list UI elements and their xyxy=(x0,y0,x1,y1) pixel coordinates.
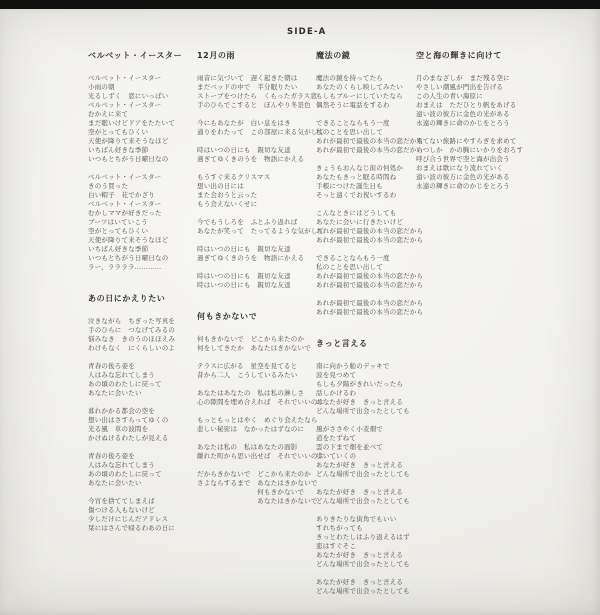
lyric-line: 心の隙間を埋め合えれば それでいいのよ xyxy=(197,398,325,406)
lyric-line: 呼び合う世界で空と海が出会う xyxy=(416,155,510,163)
lyric-line: ありきたりな街角でもいい xyxy=(316,515,397,523)
lyric-line: あれが最初で最後の本当の恋だから xyxy=(316,272,424,280)
lyric-line: 何もきかないで どこから来たのか xyxy=(197,335,305,343)
lyric-line: おまえは ただひとり帆をあげる xyxy=(416,101,517,109)
song-title: 魔法の鏡 xyxy=(316,51,351,60)
lyric-line: すれちがっても xyxy=(316,524,363,532)
lyric-line: 白い帽子 花でかざり xyxy=(88,191,155,199)
lyric-line: 私のことを思い出して xyxy=(316,263,383,271)
stanza xyxy=(316,209,423,245)
lyric-line: この人生の青い海原に xyxy=(416,92,483,100)
stanza xyxy=(88,74,182,164)
lyric-line: 永遠の輝きに命のかじをとろう xyxy=(416,182,510,190)
lyric-line: 天使が降りて来そうなほど xyxy=(88,137,169,145)
stanza xyxy=(88,452,182,488)
lyric-line: どんな場所で出会ったとしても xyxy=(316,497,410,505)
lyric-line: いつしか かの胸にいかりをおろす xyxy=(416,146,524,154)
lyric-line: 空がとってもひくい xyxy=(88,227,149,235)
stanza xyxy=(197,362,324,380)
lyric-line: もっともっとはやく めぐり会えたなら xyxy=(197,416,318,424)
lyric-line: ベルベット・イースター xyxy=(88,200,162,208)
stanza xyxy=(88,362,182,398)
lyric-line: あなたもきっと眠る時間ね xyxy=(316,173,397,181)
lyric-sheet xyxy=(0,9,600,615)
lyric-line: もしも夕陽がきれいだったら xyxy=(316,380,404,388)
lyric-line: 風がささやく小麦畑で xyxy=(316,425,383,433)
lyric-line: あなたはきかないで xyxy=(197,497,318,505)
lyric-line: あなたのくらし映してみたい xyxy=(316,83,404,91)
lyric-line: おまえは歌になり流れていく xyxy=(416,164,504,172)
stanza xyxy=(197,74,324,110)
stanza xyxy=(197,443,324,461)
lyric-line: あれが最初で最後の本当の恋だから xyxy=(316,137,424,145)
lyric-line: 光る風 草の波間を xyxy=(88,425,149,433)
stanza xyxy=(197,416,324,434)
lyric-line: 想い出はさすらってゆくの xyxy=(88,416,169,424)
stanza xyxy=(88,497,182,533)
song xyxy=(88,50,182,272)
lyric-line: 時はいつの日にも 親切な友達 xyxy=(197,272,291,280)
lyric-line: 私のことを思い出して xyxy=(316,128,383,136)
lyric-line: 何もきかないで xyxy=(197,488,305,496)
lyric-line: あなたはあなたの 私は私の淋しさ xyxy=(197,389,305,397)
lyric-line: もしもブルーにしていたなら xyxy=(316,92,403,100)
lyric-line: 波を見つめて xyxy=(316,371,357,379)
lyric-line: あなたが好き きっと言える xyxy=(316,578,404,586)
stanza xyxy=(316,254,423,290)
lyric-line: あなたに会いたい xyxy=(88,479,142,487)
song-title: 空と海の輝きに向けて xyxy=(416,51,502,60)
lyric-line: あなたは私の 私はあなたの面影 xyxy=(197,443,298,451)
lyric-line: 離れた町から思い出せば それでいいのよ xyxy=(197,452,325,460)
stanza xyxy=(316,299,423,317)
lyric-line: まだベッドの中で 半分眠りたい xyxy=(197,83,298,91)
lyric-line: 暮れかかる都会の空を xyxy=(88,407,155,415)
lyric-line: ベルベット・イースター xyxy=(88,74,162,82)
lyric-line: 雲の下まで畑を並べて xyxy=(316,443,383,451)
lyric-line: だからきかないで どこから来たのか xyxy=(197,470,311,478)
lyric-line: あの頃のわたしに戻って xyxy=(88,380,162,388)
lyric-line: まだ眠いけどドアをたたいて xyxy=(88,119,175,127)
stanza xyxy=(88,407,182,443)
lyric-line: 青春の後ろ姿を xyxy=(88,452,135,460)
lyric-line: あれが最初で最後の本当の恋だから xyxy=(316,308,424,316)
lyrics-column-4 xyxy=(416,50,523,191)
song xyxy=(416,50,523,191)
side-label: SIDE-A xyxy=(287,27,327,37)
lyric-line: 歩いていくの xyxy=(316,452,357,460)
song xyxy=(197,311,324,506)
lyric-line: いちばん好きな季節 xyxy=(88,245,149,253)
lyric-line: どんな場所で出会ったとしても xyxy=(316,587,410,595)
stanza xyxy=(197,272,324,290)
lyric-line: 光るしずく 窓にいっぱい xyxy=(88,92,169,100)
lyric-line: 昔から二人 こうしているみたい xyxy=(197,371,298,379)
stanza xyxy=(316,164,423,200)
lyric-line: あなたが好き きっと言える xyxy=(316,551,404,559)
lyric-line: 偶然そうに電話をするわ xyxy=(316,101,390,109)
stanza xyxy=(197,245,324,263)
stanza xyxy=(197,119,324,137)
lyric-line: どんな場所で出会ったとしても xyxy=(316,470,410,478)
lyrics-column-3 xyxy=(316,50,423,596)
lyric-line: 手帳につけた誕生日も xyxy=(316,182,383,190)
lyric-line: 悩みなき きのうのほほえみ xyxy=(88,335,176,343)
lyric-line: あれが最初で最後の本当の恋だから xyxy=(316,299,424,307)
lyric-line: 今でもうしろを ふとふり返れば xyxy=(197,218,298,226)
lyric-line: 青春の後ろ姿を xyxy=(88,362,135,370)
lyric-line: ブーツはいていこう xyxy=(88,218,148,226)
lyric-line: 少しだけにじんだアドレス xyxy=(88,515,169,523)
lyric-line: こんなときにはどうしても xyxy=(316,209,397,217)
lyric-line: 雨音に気づいて 遅く起きた朝は xyxy=(197,74,298,82)
lyric-line: テラスに広がる 星空を見てると xyxy=(197,362,298,370)
stanza xyxy=(197,218,324,236)
lyric-line: 泣きながら ちぎった写真を xyxy=(88,317,176,325)
lyric-line: きのう買った xyxy=(88,182,129,190)
stanza xyxy=(88,173,182,272)
lyric-line: できることならもう一度 xyxy=(316,254,390,262)
song-title: ベルベット・イースター xyxy=(88,51,183,60)
stanza xyxy=(197,335,324,353)
stanza xyxy=(197,389,324,407)
lyric-line: 栞にはさんで帰るわあの日に xyxy=(88,524,176,532)
lyric-line: どんな場所で出会ったとしても xyxy=(316,407,410,415)
lyric-line: 遠い波の彼方に金色の光がある xyxy=(416,110,510,118)
lyric-line: 何をしてきたか あなたはきかないで xyxy=(197,344,311,352)
stanza xyxy=(316,119,423,155)
lyric-line: 道をたずねて xyxy=(316,434,357,442)
lyric-line: 今にもあなたが 白い息をはき xyxy=(197,119,291,127)
lyric-line: 月のまなざしが まだ残る空に xyxy=(416,74,510,82)
stanza xyxy=(316,425,423,479)
lyric-line: あなたが笑って たってるような気がして xyxy=(197,227,325,235)
lyric-line: あなたに会いに行きたいけど xyxy=(316,218,404,226)
lyric-line: あなたが好き きっと言える xyxy=(316,398,404,406)
song xyxy=(316,50,423,317)
stanza xyxy=(197,173,324,209)
stanza xyxy=(416,74,523,128)
lyric-line: 手のひらでこすると ぼんやり冬景色 xyxy=(197,101,311,109)
stanza xyxy=(316,515,423,569)
lyric-line: 天使が降りて来そうなほど xyxy=(88,236,169,244)
lyric-line: むかしママが好きだった xyxy=(88,209,162,217)
lyrics-column-1 xyxy=(88,50,182,533)
lyric-line: あなたが好き きっと言える xyxy=(316,488,404,496)
stanza xyxy=(316,578,423,596)
lyric-line: あれが最初で最後の本当の恋だから xyxy=(316,227,424,235)
lyric-line: 過ぎてゆくきのうを 物語にかえる xyxy=(197,254,305,262)
song-title: 何もきかないで xyxy=(197,312,258,321)
song-title: 12月の雨 xyxy=(197,51,236,60)
lyric-line: 通りをわたって この部屋に来る気がして xyxy=(197,128,325,136)
stanza xyxy=(88,317,182,353)
lyric-line: むかえに来て xyxy=(88,110,129,118)
lyric-line: 傷つける人もないけど xyxy=(88,506,155,514)
lyric-line: 時はいつの日にも 親切な友達 xyxy=(197,281,291,289)
lyric-line: 想い出の日には xyxy=(197,182,244,190)
lyric-line: 過ぎてゆくきのうを 物語にかえる xyxy=(197,155,305,163)
lyric-line: やさしい潮風が門出を告げる xyxy=(416,83,504,91)
lyric-line: できることならもう一度 xyxy=(316,119,390,127)
lyric-line: きょうもおんなじ街の何処か xyxy=(316,164,404,172)
lyric-line: あなたが好き きっと言える xyxy=(316,461,404,469)
lyrics-column-2 xyxy=(197,50,324,506)
song xyxy=(88,293,182,533)
lyric-line: あの頃のわたしに戻って xyxy=(88,470,162,478)
lyric-line: 小雨の朝 xyxy=(88,83,115,91)
lyric-line: また会おうと云った xyxy=(197,191,258,199)
lyric-line: あなたに会いたい xyxy=(88,389,142,397)
lyric-line: あれが最初で最後の本当の恋だから xyxy=(316,146,424,154)
lyric-line: 話しかけるわ xyxy=(316,389,357,397)
lyric-line: 遠い波の彼方に金色の光がある xyxy=(416,173,510,181)
lyric-line: かけぬけるわたしが見える xyxy=(88,434,169,442)
stanza xyxy=(197,146,324,164)
lyric-line: ラー、ララララ………… xyxy=(88,263,162,271)
lyric-line: もう会えないくせに xyxy=(197,200,258,208)
lyric-line: 恋はすぐそこ xyxy=(316,542,357,550)
lyric-line: ストーブをつけたら くもったガラス窓 xyxy=(197,92,318,100)
lyric-line: いつもとちがう日曜日なの xyxy=(88,155,169,163)
lyric-line: いつもとちがう日曜日なの xyxy=(88,254,169,262)
song-title: あの日にかえりたい xyxy=(88,294,166,303)
lyric-line: いちばん好きな季節 xyxy=(88,146,149,154)
lyric-line: 悲しい秘密は なかったはずなのに xyxy=(197,425,305,433)
lyric-line: 人はみな忘れてしまう xyxy=(88,371,155,379)
stanza xyxy=(316,362,423,416)
lyric-line: 果てない旅路にやすらぎを求めて xyxy=(416,137,517,145)
stanza xyxy=(316,488,423,506)
lyric-line: 今宵を捨ててしまえば xyxy=(88,497,155,505)
lyric-line: わけもなく にくらしいのよ xyxy=(88,344,176,352)
lyric-line: さよならするまで あなたはきかないで xyxy=(197,479,318,487)
lyric-line: もうすぐ来るクリスマス xyxy=(197,173,271,181)
lyric-line: ベルベット・イースター xyxy=(88,173,162,181)
lyric-line: 人はみな忘れてしまう xyxy=(88,461,155,469)
lyric-line: きっとわたしはふり返えるはず xyxy=(316,533,410,541)
lyric-line: ベルベット・イースター xyxy=(88,101,162,109)
song xyxy=(197,50,324,290)
lyric-line: 手のひらに つなげてみるの xyxy=(88,326,176,334)
lyric-line: 時はいつの日にも 親切な友達 xyxy=(197,146,291,154)
lyric-line: 魔法の鏡を持ってたら xyxy=(316,74,383,82)
stanza xyxy=(416,137,523,191)
lyric-line: あれが最初で最後の本当の恋だから xyxy=(316,236,424,244)
lyric-line: 南に向かう船のデッキで xyxy=(316,362,390,370)
lyric-line: 永遠の輝きに命のかじをとろう xyxy=(416,119,510,127)
lyric-line: どんな場所で出会ったとしても xyxy=(316,560,410,568)
lyric-line: あれが最初で最後の本当の恋だから xyxy=(316,281,424,289)
lyric-line: 空がとってもひくい xyxy=(88,128,149,136)
lyric-line: 時はいつの日にも 親切な友達 xyxy=(197,245,291,253)
stanza xyxy=(316,74,423,110)
lyric-line: そっと遠くでお祝いするわ xyxy=(316,191,397,199)
stanza xyxy=(197,470,324,506)
song-title: きっと言える xyxy=(316,339,368,348)
song xyxy=(316,338,423,596)
